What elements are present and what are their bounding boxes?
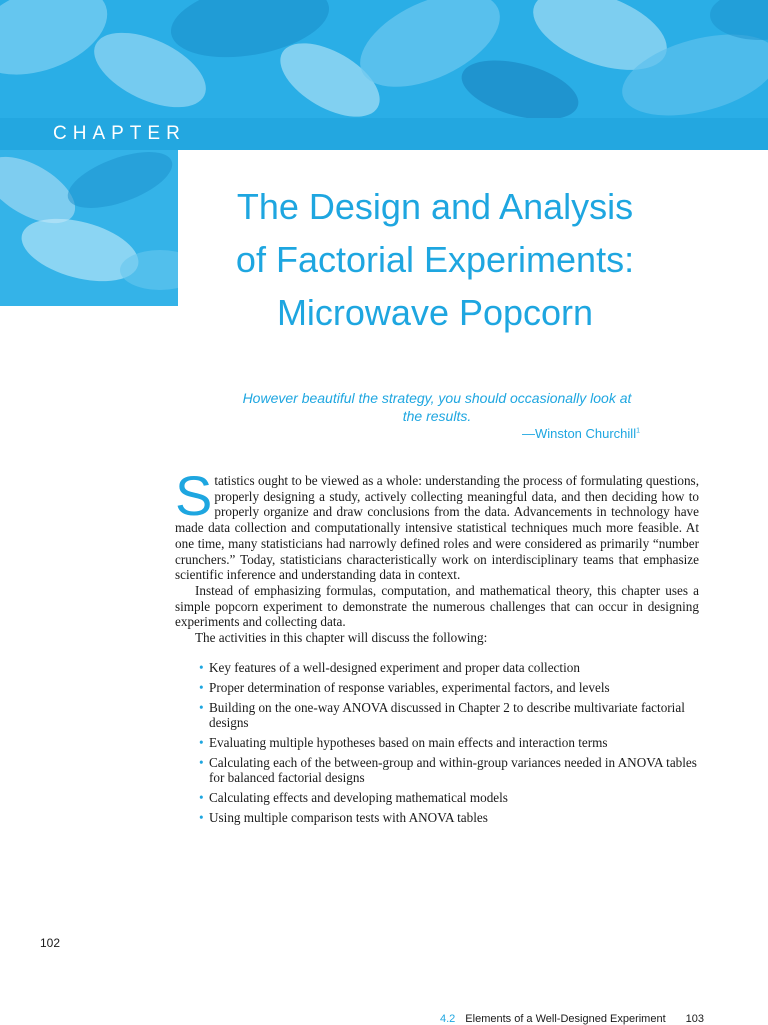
list-item: • Calculating effects and developing mathematical models — [199, 790, 699, 805]
epigraph-attribution — [400, 426, 640, 441]
paragraph-1-text: tatistics ought to be viewed as a whole: understanding the process of formulating questions, properly designing a study, actively collecting meaningful data, and then deciding how to properly organize and draw conclusions from the data. Advancements in technology have made data collection and computationally intensive statistical techniques much more feasible. At one time, many statisticians had narrowly defined roles and were considered as primarily “number crunchers.” Today, statisticians characteristically work on interdisciplinary teams that emphasize scientific inference and understanding data in context. — [175, 473, 699, 583]
epigraph-author: —Winston Churchill — [521, 426, 637, 441]
running-footer — [440, 1013, 768, 1025]
side-leaf-image — [0, 150, 178, 306]
list-item: • Building on the one-way ANOVA discussed in Chapter 2 to describe multivariate factorial designs — [199, 700, 699, 730]
page-number-left: 102 — [40, 936, 61, 950]
section-title: Elements of a Well-Designed Experiment — [465, 1013, 666, 1025]
list-item: • Evaluating multiple hypotheses based on main effects and interaction terms — [199, 735, 699, 750]
drop-cap: S — [175, 464, 213, 527]
list-item: • Using multiple comparison tests with ANOVA tables — [199, 810, 699, 825]
title-line-3: Microwave Popcorn — [276, 292, 594, 333]
paragraph-3: The activities in this chapter will discuss the following: — [195, 630, 488, 646]
epigraph-quote: However beautiful the strategy, you should occasionally look at the results. — [242, 390, 632, 424]
list-item: • Key features of a well-designed experiment and proper data collection — [199, 660, 699, 675]
list-item: • Proper determination of response variables, experimental factors, and levels — [199, 680, 699, 695]
chapter-bar — [0, 118, 768, 150]
title-line-2: of Factorial Experiments: — [235, 239, 635, 280]
section-number: 4.2 — [440, 1013, 456, 1025]
title-line-1: The Design and Analysis — [236, 186, 634, 227]
chapter-label: CHAPTER — [53, 123, 186, 144]
bullet-list — [199, 660, 699, 830]
body-text — [175, 464, 699, 646]
paragraph-1 — [175, 464, 699, 583]
list-item: • Calculating each of the between-group and within-group variances needed in ANOVA tables for balanced factorial designs — [199, 755, 699, 785]
chapter-title — [180, 180, 690, 339]
paragraph-2: Instead of emphasizing formulas, computation, and mathematical theory, this chapter uses a simple popcorn experiment to demonstrate the numerous challenges that can occur in designing experiments and collecting data. — [175, 582, 699, 630]
footnote-mark: 1 — [636, 427, 640, 435]
page-number-right: 103 — [685, 1013, 704, 1025]
header-leaf-image — [0, 0, 768, 118]
